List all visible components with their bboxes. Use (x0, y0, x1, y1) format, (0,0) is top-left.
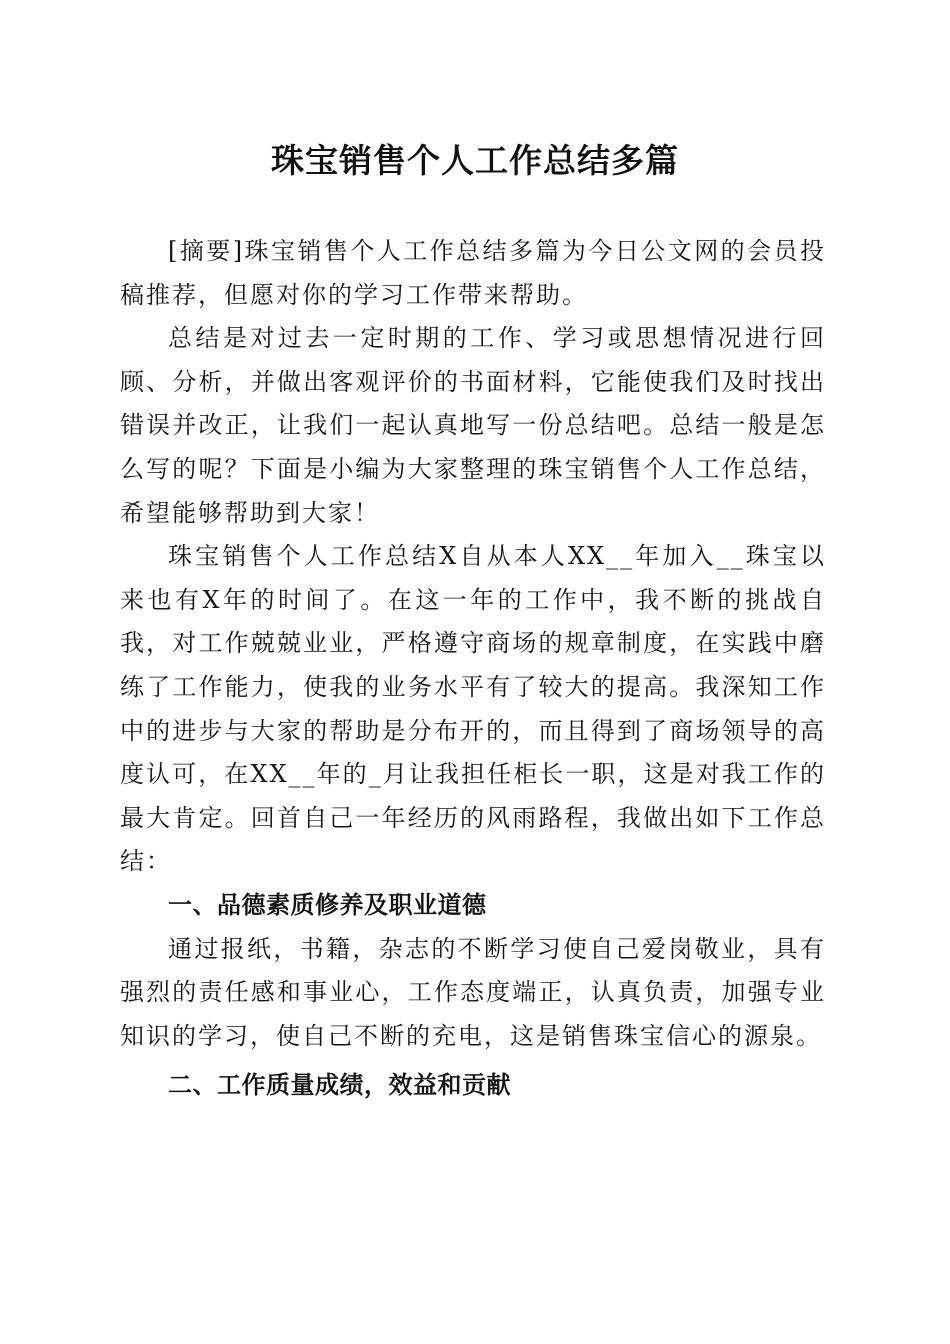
section-heading-1: 一、品德素质修养及职业道德 (168, 890, 487, 919)
summary-paragraph: 珠宝销售个人工作总结X自从本人XX__年加入__珠宝以来也有X年的时间了。在这一年的工作中，我不断的挑战自我，对工作兢兢业业，严格遵守商场的规章制度，在实践中磨练了工作能力，使我的业务水平有了较大的提高。我深知工作中的进步与大家的帮助是分布开的，而且得到了商场领导的高度认可，在XX__年的_月让我担任柜长一职，这是对我工作的最大肯定。回首自己一年经历的风雨路程，我做出如下工作总结： (120, 542, 826, 876)
abstract-paragraph: [摘要]珠宝销售个人工作总结多篇为今日公文网的会员投稿推荐，但愿对你的学习工作带来帮助。 (120, 237, 826, 309)
document-title: 珠宝销售个人工作总结多篇 (271, 141, 679, 180)
section-heading-2: 二、工作质量成绩，效益和贡献 (168, 1071, 511, 1100)
document-body (120, 230, 826, 1108)
section-1-paragraph: 通过报纸，书籍，杂志的不断学习使自己爱岗敬业，具有强烈的责任感和事业心，工作态度端正，认真负责，加强专业知识的学习，使自己不断的充电，这是销售珠宝信心的源泉。 (120, 934, 826, 1050)
intro-paragraph: 总结是对过去一定时期的工作、学习或思想情况进行回顾、分析，并做出客观评价的书面材料，它能使我们及时找出错误并改正，让我们一起认真地写一份总结吧。总结一般是怎么写的呢？下面是小编为大家整理的珠宝销售个人工作总结，希望能够帮助到大家！ (120, 324, 826, 527)
